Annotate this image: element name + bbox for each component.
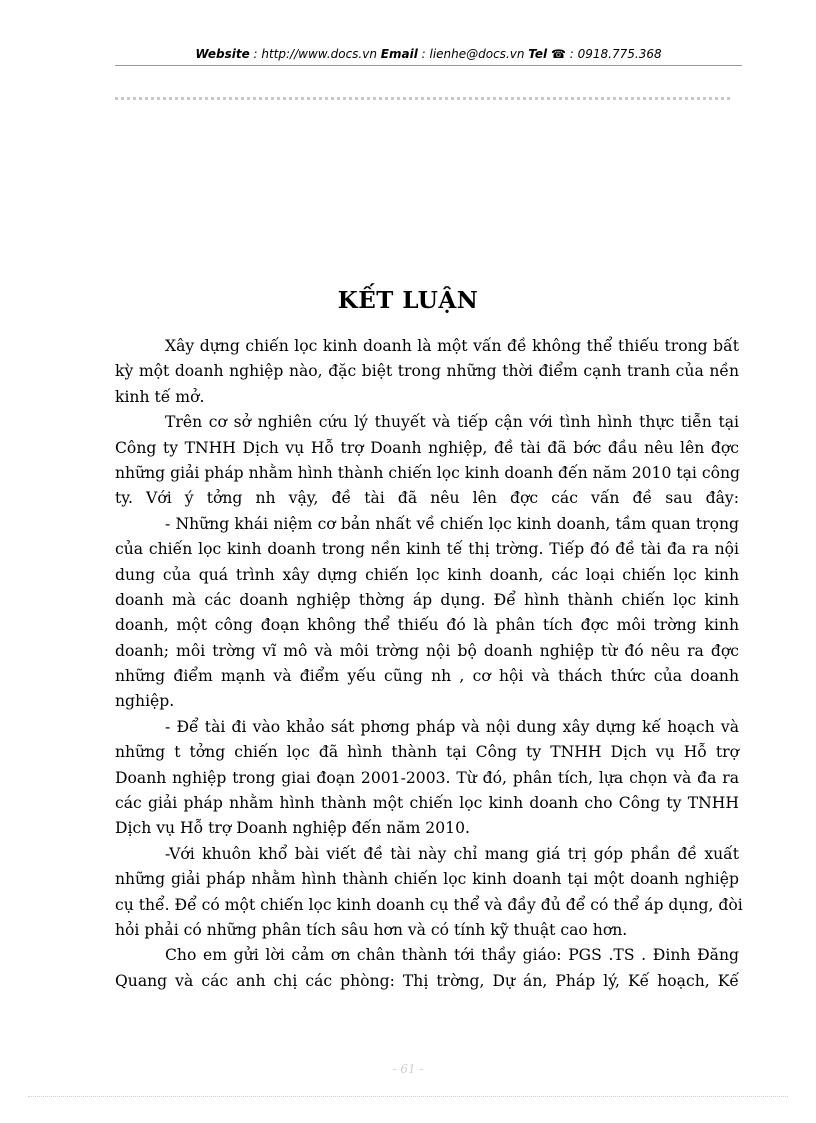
phone-icon: ☎ xyxy=(551,47,566,61)
dotted-divider xyxy=(115,97,730,100)
text-line: doanh; môi trờng vĩ mô và môi trờng nội bộ doanh nghiệp từ đó nêu ra đợc xyxy=(115,641,739,660)
website-label: Website xyxy=(195,47,250,61)
email-value: : lienhe@docs.vn xyxy=(417,47,529,61)
text-line: Cho em gửi lời cảm ơn chân thành tới thầy giáo: PGS .TS . Đinh Đăng xyxy=(165,946,739,965)
text-line: - Những khái niệm cơ bản nhất về chiến lọc kinh doanh, tầm quan trọng xyxy=(165,514,739,533)
text-line: các giải pháp nhằm hình thành một chiến lọc kinh doanh cho Công ty TNHH xyxy=(115,794,739,813)
text-line: những t tởng chiến lọc đã hình thành tại Công ty TNHH Dịch vụ Hỗ trợ xyxy=(115,743,739,762)
text-line: Trên cơ sở nghiên cứu lý thuyết và tiếp cận với tình hình thực tiễn tại xyxy=(165,413,739,432)
page-header xyxy=(115,47,742,61)
text-line: Xây dựng chiến lọc kinh doanh là một vấn đề không thể thiếu trong bất xyxy=(165,337,739,355)
text-line: những giải pháp nhằm hình thành chiến lọc kinh doanh đến năm 2010 tại công xyxy=(115,463,740,482)
text-line: những giải pháp nhằm hình thành chiến lọc kinh doanh tại một doanh nghiệp xyxy=(115,870,739,889)
text-line: doanh mà các doanh nghiệp thờng áp dụng. Để hình thành chiến lọc kinh xyxy=(115,590,739,609)
page-number: - 61 - xyxy=(392,1062,424,1076)
text-line: -Với khuôn khổ bài viết đề tài này chỉ mang giá trị góp phần đề xuất xyxy=(165,844,739,863)
text-line: nghiệp. xyxy=(115,692,175,711)
text-line: Quang và các anh chị các phòng: Thị trờng, Dự án, Pháp lý, Kế hoạch, Kế xyxy=(115,971,739,990)
text-line: dung của quá trình xây dựng chiến lọc kinh doanh, các loại chiến lọc kinh xyxy=(115,565,739,584)
email-label: Email xyxy=(380,47,418,61)
text-line: doanh, một công đoạn không thể thiếu đó là phân tích đợc môi trờng kinh xyxy=(115,616,739,635)
text-line: cụ thể. Để có một chiến lọc kinh doanh cụ thể và đầy đủ để có thể áp dụng, đòi xyxy=(115,895,743,914)
header-divider xyxy=(115,65,742,66)
tel-value: : 0918.775.368 xyxy=(565,47,662,61)
footer-divider xyxy=(28,1096,788,1097)
text-line: những điểm mạnh và điểm yếu cũng nh , cơ hội và thách thức của doanh xyxy=(115,667,739,686)
text-line: - Để tài đi vào khảo sát phơng pháp và nội dung xây dựng kế hoạch và xyxy=(165,717,739,736)
text-line: kỳ một doanh nghiệp nào, đặc biệt trong những thời điểm cạnh tranh của nền xyxy=(115,362,739,381)
text-line: Dịch vụ Hỗ trợ Doanh nghiệp đến năm 2010. xyxy=(115,819,470,838)
page-title: KẾT LUẬN xyxy=(337,287,479,314)
text-line: Công ty TNHH Dịch vụ Hỗ trợ Doanh nghiệp, đề tài đã bớc đầu nêu lên đợc xyxy=(115,438,739,457)
text-line: hỏi phải có những phân tích sâu hơn và có tính kỹ thuật cao hơn. xyxy=(115,920,628,939)
text-line: ty. Với ý tởng nh vậy, đề tài đã nêu lên đợc các vấn đề sau đây: xyxy=(115,489,739,508)
text-line: của chiến lọc kinh doanh trong nền kinh tế thị trờng. Tiếp đó đề tài đa ra nội xyxy=(115,540,739,559)
website-value: : http://www.docs.vn xyxy=(249,47,381,61)
text-line: kinh tế mở. xyxy=(115,387,205,406)
body-text xyxy=(115,334,743,994)
text-line: Doanh nghiệp trong giai đoạn 2001-2003. Từ đó, phân tích, lựa chọn và đa ra xyxy=(115,768,739,787)
tel-label: Tel xyxy=(528,47,548,61)
